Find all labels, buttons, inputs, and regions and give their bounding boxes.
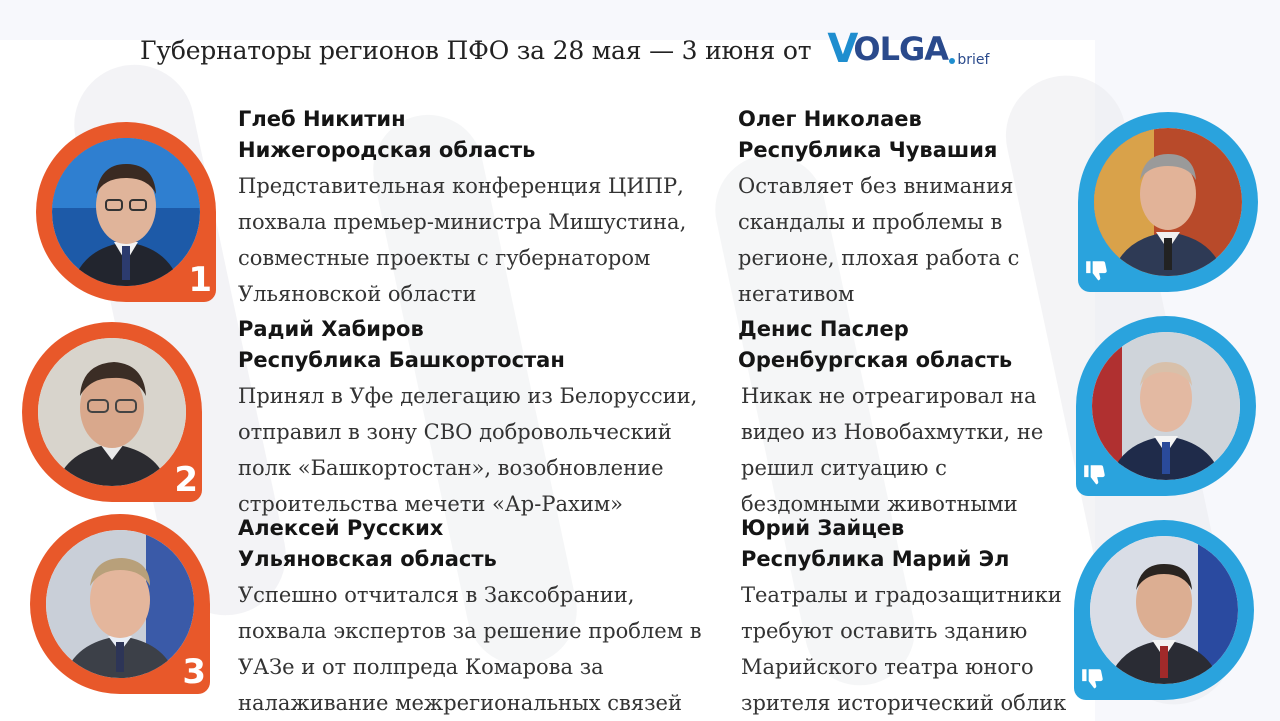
governor-entry [738, 104, 1019, 312]
governor-region: Оренбургская область [738, 348, 1013, 372]
governor-description: Оставляет без внимания скандалы и проблемы в регионе, плохая работа с негативом [738, 174, 1020, 306]
governor-region: Республика Башкортостан [238, 348, 565, 372]
governor-photo [1094, 128, 1242, 276]
governor-photo-badge [22, 322, 202, 502]
thumbs-down-icon [1082, 462, 1108, 488]
governor-entry [741, 513, 1066, 721]
page-header [140, 28, 1017, 72]
governor-description: Успешно отчитался в Заксобрании, похвала экспертов за решение проблем в УАЗе и от полпреда Комарова за налаживание межрегиональных связей [238, 583, 702, 715]
governor-photo [52, 138, 200, 286]
governor-region: Республика Марий Эл [741, 547, 1010, 571]
governor-entry [238, 314, 697, 522]
governor-region: Ульяновская область [238, 547, 497, 571]
governor-name: Юрий Зайцев [741, 516, 905, 540]
thumbs-down-icon [1080, 666, 1106, 692]
governor-name: Денис Паслер [738, 317, 909, 341]
governor-photo-badge [30, 514, 210, 694]
governor-photo [1092, 332, 1240, 480]
governor-photo [38, 338, 186, 486]
governor-photo-badge [1074, 520, 1254, 700]
governor-photo-badge [1078, 112, 1258, 292]
rank-number: 3 [182, 652, 206, 692]
governor-description: Представительная конференция ЦИПР, похвала премьер-министра Мишустина, совместные проекты с губернатором Ульяновской области [238, 174, 687, 306]
governor-description: Театралы и градозащитники требуют оставить зданию Марийского театра юного зрителя исторический облик [741, 583, 1067, 715]
page-title: Губернаторы регионов ПФО за 28 мая — 3 июня от [140, 35, 812, 65]
governor-entry [238, 513, 702, 721]
logo-suffix: brief [957, 52, 990, 68]
governor-region: Республика Чувашия [738, 138, 998, 162]
governor-photo [1090, 536, 1238, 684]
governor-region: Нижегородская область [238, 138, 536, 162]
governor-photo-badge [36, 122, 216, 302]
logo-wordmark: OLGA [853, 30, 948, 68]
volga-brief-logo [827, 28, 1017, 72]
rank-number: 1 [188, 260, 212, 300]
governor-name: Радий Хабиров [238, 317, 424, 341]
governor-entry [238, 104, 686, 312]
governor-entry [738, 314, 1043, 522]
governor-photo-badge [1076, 316, 1256, 496]
governor-name: Олег Николаев [738, 107, 922, 131]
thumbs-down-icon [1084, 258, 1110, 284]
governor-photo [46, 530, 194, 678]
governor-description: Никак не отреагировал на видео из Новобахмутки, не решил ситуацию с бездомными животными [741, 384, 1044, 516]
logo-v-mark: V [827, 26, 857, 72]
rank-number: 2 [174, 460, 198, 500]
governor-name: Алексей Русских [238, 516, 444, 540]
governor-description: Принял в Уфе делегацию из Белоруссии, отправил в зону СВО добровольческий полк «Башкортостан», возобновление строительства мечети «Ар-Рахим» [238, 384, 698, 516]
logo-dot [949, 58, 955, 64]
governor-name: Глеб Никитин [238, 107, 406, 131]
